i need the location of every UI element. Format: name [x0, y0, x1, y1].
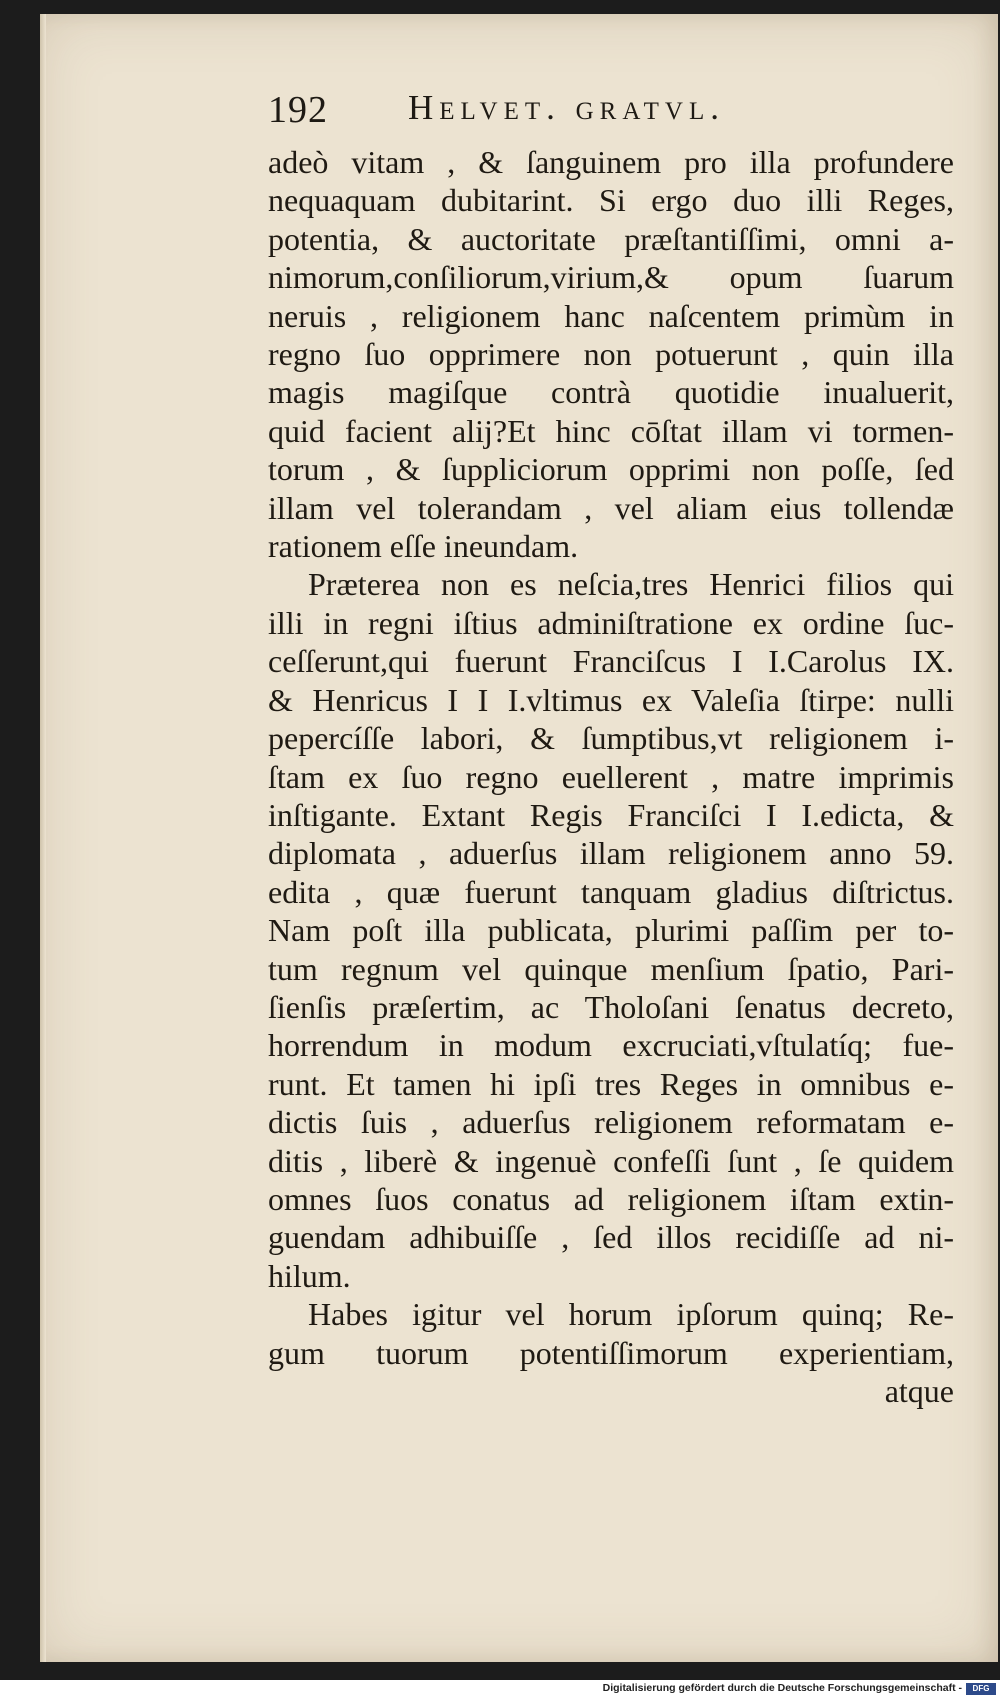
running-title: Helvet. gratvl.	[408, 88, 725, 127]
paragraph	[268, 143, 954, 565]
text-line: potentia, & auctoritate præſtantiſſimi, omni a-	[268, 220, 954, 257]
text-line: neruis , religionem hanc naſcentem primùm in	[268, 297, 954, 334]
page-gutter-edge	[40, 14, 46, 1662]
text-line: rationem eſſe ineundam.	[268, 528, 579, 565]
text-line: ceſſerunt,qui fuerunt Franciſcus I I.Carolus IX.	[268, 643, 954, 680]
page-header	[268, 88, 968, 138]
text-line: guendam adhibuiſſe , ſed illos recidiſſe ad ni-	[268, 1219, 954, 1256]
text-line: torum , & ſuppliciorum opprimi non poſſe, ſed	[268, 451, 954, 488]
text-line: pepercíſſe labori, & ſumptibus,vt religionem i-	[268, 720, 954, 757]
page-number: 192	[268, 89, 328, 131]
text-line: gum tuorum potentiſſimorum experientiam,	[268, 1334, 954, 1371]
digitization-footer	[0, 1680, 1000, 1698]
text-line: dictis ſuis , aduerſus religionem reformatam e-	[268, 1104, 954, 1141]
text-line: ſienſis præſertim, ac Tholoſani ſenatus decreto,	[268, 988, 954, 1025]
text-line: inſtigante. Extant Regis Franciſci I I.edicta, &	[268, 796, 954, 833]
text-line: diplomata , aduerſus illam religionem anno 59.	[268, 835, 954, 872]
paragraph	[268, 1295, 954, 1372]
text-line: magis magiſque contrà quotidie inualuerit,	[268, 374, 954, 411]
text-line: illam vel tolerandam , vel aliam eius tollendæ	[268, 489, 954, 526]
text-line: omnes ſuos conatus ad religionem iſtam extin-	[268, 1180, 954, 1217]
text-line: ditis , liberè & ingenuè confeſſi ſunt , ſe quidem	[268, 1142, 954, 1179]
text-line: Præterea non es neſcia,tres Henrici filios qui	[308, 566, 954, 603]
text-line: ſtam ex ſuo regno euellerent , matre imprimis	[268, 758, 954, 795]
text-line: illi in regni iſtius adminiſtratione ex ordine ſuc-	[268, 604, 954, 641]
funding-credit: Digitalisierung gefördert durch die Deutsche Forschungsgemeinschaft -	[602, 1682, 962, 1694]
text-line: adeò vitam , & ſanguinem pro illa profundere	[268, 144, 954, 180]
paragraph	[268, 565, 954, 1295]
text-line: edita , quæ fuerunt tanquam gladius diſtrictus.	[268, 873, 954, 910]
text-line: runt. Et tamen hi ipſi tres Reges in omnibus e-	[268, 1065, 954, 1102]
text-line: hilum.	[268, 1257, 351, 1294]
body-text	[268, 143, 954, 1410]
text-line: nequaquam dubitarint. Si ergo duo illi Reges,	[268, 182, 954, 219]
text-line: & Henricus I I I.vltimus ex Valeſia ſtirpe: nulli	[268, 681, 954, 718]
text-line: tum regnum vel quinque menſium ſpatio, Pari-	[268, 950, 954, 987]
text-line: Habes igitur vel horum ipſorum quinq; Re-	[308, 1296, 954, 1333]
catchword: atque	[884, 1373, 954, 1409]
text-line: Nam poſt illa publicata, plurimi paſſim per to-	[268, 912, 954, 949]
text-line: regno ſuo opprimere non potuerunt , quin illa	[268, 336, 954, 373]
text-line: nimorum,conſiliorum,virium,& opum ſuarum	[268, 259, 954, 296]
text-line: quid facient alij?Et hinc cōſtat illam vi tormen-	[268, 412, 954, 449]
dfg-logo-icon: DFG	[966, 1683, 996, 1695]
text-line: horrendum in modum excruciati,vſtulatíq; fue-	[268, 1027, 954, 1064]
